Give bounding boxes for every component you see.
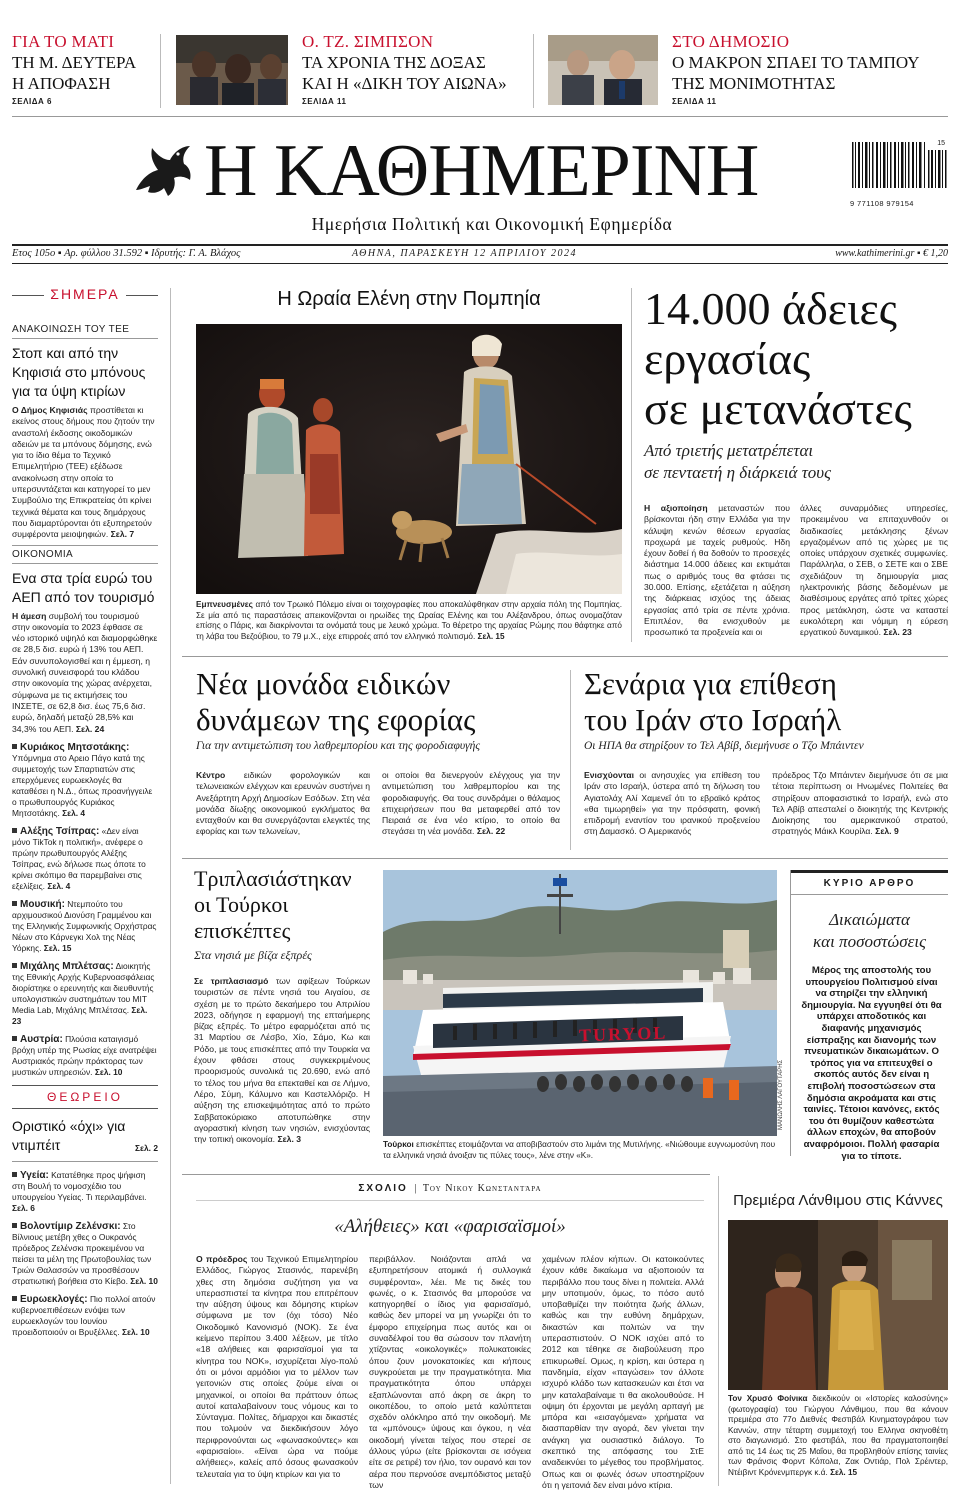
- sidebar-brief-item[interactable]: [12, 961, 158, 1027]
- comment-body-col-1: Ο πρόεδρος του Τεχνικού Επιμελητηρίου Ελλάδος, Γιώργος Στασινός, παρενέβη χθες στη δημόσια συζήτηση για να υπερασπιστεί τα κίνητρα που επιτρέπουν την αύξηση ύψους και δόμησης κτιρίων σύμφωνα με τον (όχι τόσο) Νέο Οικοδομικό Κανονισμό (ΝΟΚ). Σε ένα κείμενο περίπου 3.400 λέξεων, με τίτλο «18 αλήθειες και φαρισαϊσμοί για τα κίνητρα του ΝΟΚ», ισχυρίζεται λίγο-πολύ ότι οι μόνοι αρμόδιοι για το μέλλον των γειτονιών στις οποίες ζούμε είναι οι μηχανικοί, οι οποίοι θα πράττουν όπως αυτοί καταλαβαίνουν τους νόμους και το Σύνταγμα. Πολίτες, δήμαρχοι και δικαστές που τολμούν να διεκδικήσουν λόγο περιφρονούνται ως «φωνασκούντες» και «φαρισαίοι». «Είναι ώρα να πούμε αλήθειες», καλείς από όσους φωνασκούν τελευταία για το ύψη κτιρίων και για το: [196, 1254, 359, 1479]
- editorial-header: ΚΥΡΙΟ ΑΡΘΡΟ: [791, 873, 948, 895]
- cannes-caption: Τον Χρυσό Φοίνικα διεκδικούν οι «Ιστορίες καλοσύνης» (φωτογραφία) του Γιώργου Λάνθιμου, που θα κάνουν πρεμιέρα στο 77ο Διεθνές Φεστιβάλ Κινηματογράφου των Καννών, στην τέταρτη συμμετοχή του Ελληνα σκηνοθέτη στο διαγωνισμό. Στο φεστιβάλ, που θα πραγματοποιηθεί από τις 14 έως τις 25 Μαΐου, θα προβληθούν επίσης ταινίες των Φράνσις Φορντ Κόπολα, Ζακ Οντιάρ, Πολ Σρέιντερ, Ντέιβιντ Κρόνενμπεργκ κ.ά. Σελ. 15: [728, 1394, 948, 1477]
- teaser-1[interactable]: [12, 32, 152, 106]
- pompeii-title[interactable]: Η Ωραία Ελένη στην Πομπηία: [277, 288, 541, 310]
- brief-name: Αυστρία:: [20, 1033, 63, 1045]
- editorial-box[interactable]: [790, 870, 948, 1162]
- sidebar-brief-item[interactable]: [12, 1170, 158, 1214]
- photo-credit: ΜΑΝΩΛΗΣ ΛΑΓΟΥΤΑΡΗΣ: [778, 1059, 784, 1130]
- masthead-title[interactable]: Η ΚΑΘΗΜΕΡΙΝΗ: [204, 130, 759, 212]
- ferry-caption: Τούρκοι επισκέπτες ετοιμάζονται να αποβιβαστούν στο λιμάνι της Μυτιλήνης. «Νιώθουμε ευγνωμοσύνη που τα ελληνικά νησιά άνοιξαν τις πύλες τους», λένε στην «Κ».: [383, 1140, 776, 1160]
- brief-text: Ντεμπούτο του αρχιμουσικού Διονύση Γραμμένου και της Ελληνικής Συμφωνικής Ορχήστρας Νέων στο Κάρνεγκι Χολ της Νέας Υόρκης.: [12, 898, 157, 953]
- simpson-photo: [176, 35, 288, 105]
- sidebar-items: [12, 742, 158, 1078]
- editorial-title-line: Δικαιώματα: [829, 910, 910, 929]
- barcode: [850, 140, 948, 206]
- iran-body-col-2: πρόεδρος Τζο Μπάιντεν διεμήνυσε ότι σε μια τέτοια περίπτωση οι Ηνωμένες Πολιτείες θα στηρίξουν αποφασιστικά το Ισραήλ, ενώ στο Τελ Αβίβ απεσταλεί ο διοικητής της Κεντρικής Διοίκησης του αμερικανικού στρατού, στρατηγός Μάικλ Κουρίλα. Σελ. 9: [772, 770, 948, 837]
- ship-name-label: TURYOL: [578, 1022, 668, 1046]
- editorial-title-line: και ποσοστώσεις: [813, 932, 926, 951]
- brief-text: «Δεν είναι μόνο TikTok η πολιτική», ανέφερε ο πρώην πρωθυπουργός Αλέξης Τσίπρας, ενώ δήλωσε πως όποτε το κρίνει σκόπιμο θα παρεμβαίνει στις εξελίξεις.: [12, 825, 146, 891]
- iran-headline-line: του Ιράν στο Ισραήλ: [584, 702, 842, 737]
- comment-body-col-2: περιβάλλον. Νοιάζονται απλά να εξυπηρετήσουν ατομικά ή συλλογικά συμφέροντα», λέει. Με τις δικές του φωνές, ο κ. Στασινός θα μπορούσε να κατηγορηθεί ο ίδιος για φαρισαϊσμό, καθώς δεν μπορεί να μη γνωρίζει ότι το έμφορο επιχείρημα πως αυτός και οι συναδέλφοί του θα σώσουν τον πλανήτη χτίζοντας «οικολογικές» πολυκατοικίες όπου ζουν μονοκατοικίες και κήπους συγκρούεται με την πραγματικότητα. Μια πραγματικότητα όπου υπάρχει εξαπλώνονται από άκρη σε άκρη το οικοπέδου, το οποίο μετά καλύπτεται σχεδόν ολόκληρο από την οικοδομή. Με τα «μπόνους» ύψους και όγκου, η νέα οικοδομή γίνεται τείχος που στερεί σε άλλους γύρω (είτε βρίσκονται σε ισόγεια είτε σε ρετιρέ) τον ήλιο, τον ουρανό και τον αέρα που περνούσε ανεμπόδιστος μεταξύ των: [369, 1254, 531, 1490]
- tax-subheadline: Για την αντιμετώπιση του λαθρεμπορίου και της φοροδιαφυγής: [196, 740, 481, 752]
- tax-headline-line: Νέα μονάδα ειδικών: [196, 666, 451, 701]
- simpson-thumbnail[interactable]: [176, 35, 288, 105]
- teaser-title-line: ΚΑΙ Η «ΔΙΚΗ ΤΟΥ ΑΙΩΝΑ»: [302, 74, 507, 93]
- square-bullet-icon: [12, 901, 17, 906]
- sidebar-kicker: ΑΝΑΚΟΙΝΩΣΗ ΤΟΥ ΤΕΕ: [12, 324, 130, 335]
- brief-text: Υπόμνημα στο Αρειο Πάγο κατά της συμμετοχής των Σπαρτιατών στις επερχόμενες ευρωεκλογές θα καταθέσει η Ν.Δ., όπως προανήγγειλε ο πρωθυπουργός Κυριάκος Μητσοτάκης.: [12, 752, 153, 818]
- comment-header-row: ΣΧΟΛΙΟ | Του Νικου Κωνσταντάρα: [358, 1183, 542, 1194]
- sidebar-brief-item[interactable]: [12, 899, 158, 954]
- iran-story[interactable]: [584, 666, 948, 752]
- editorial-body: Μέρος της αποστολής του υπουργείου Πολιτισμού είναι να στηρίζει την ελληνική δημιουργία. Να εγγυηθεί ότι θα υπάρχει αποδοτικός και διαφανής μηχανισμός είσπραξης και διανομής των πνευματικών δικαιωμάτων. Ο τρόπος για να επιτευχθεί ο σκοπός αυτός δεν είναι η επιβολή ποσοστώσεων στα δημόσια ακροάματα και στις ταινίες. Τέτοιοι κανόνες, εκτός του ότι θυμίζουν καθεστώτα άλλων εποχών, θα αποβούν αναφρόμοιοι. Πολλή φασαρία για το τίποτε.: [801, 965, 942, 1162]
- tax-body-col-1: Κέντρο ειδικών φορολογικών και τελωνειακών ελέγχων και ερευνών συστήνει η Ανεξάρτητη Αρχή Δημοσίων Εσόδων. Στη νέα μονάδα δίωξης οικονομικού εγκλήματος θα ενταχθούν και θα συνεργάζονται ελεγκτές της εφορίας και των τελωνείων,: [196, 770, 370, 837]
- brief-name: Κυριάκος Μητσοτάκης:: [20, 741, 130, 753]
- lead-body-col-1: Η αξιοποίηση μεταναστών που βρίσκονται ήδη στην Ελλάδα για την κάλυψη κενών θέσεων εργασίας προχωρά με ταχείς ρυθμούς. Ηδη έχουν δοθεί ή θα δοθούν το προσεχές διάστημα 14.000 άδειες και εκτιμάται πως ο αριθμός τους θα φτάσει τις 30.000. Επίσης, εξετάζεται η αύξηση της διάρκειας ισχύος της άδειας εργασίας από τρία σε πέντε χρόνια. Επιπλέον, θα ενισχυθούν με προσωπικό τα προξενεία και οι: [644, 503, 790, 638]
- turks-headline-line: οι Τούρκοι: [194, 892, 289, 917]
- cannes-film-still: [728, 1220, 948, 1390]
- pompeii-fresco-image: [196, 324, 622, 594]
- sidebar-brief-item[interactable]: [12, 826, 158, 892]
- barcode-number: 9 771108 979154: [850, 199, 914, 208]
- lead-subheadline-line: σε πενταετή η διάρκειά τους: [644, 463, 831, 482]
- sidebar-story-body: Η άμεση συμβολή του τουρισμού στην οικονομία το 2023 έφθασε σε νέο ιστορικό υψηλό και διαμορφώθηκε σε 28,5 δισ. ευρώ ή 13% του ΑΕΠ. Εάν συνυπολογισθεί και η έμμεση, η συνολική συνεισφορά του κλάδου στην οικονομία της χώρας ανέρχεται, σύμφωνα με τις εκτιμήσεις του ΙΝΣΕΤΕ, σε 62,8 δισ. έως 75,6 δισ. ευρώ, δηλαδή μεταξύ 28,5% και 34,3% του ΑΕΠ. Σελ. 24: [12, 610, 158, 734]
- lead-headline-line: σε μετανάστες: [644, 383, 912, 434]
- teaser-title-line: ΤΗ Μ. ΔΕΥΤΕΡΑ: [12, 53, 137, 72]
- theory-header: ΘΕΩΡΕΙΟ: [47, 1089, 123, 1104]
- brief-page: Σελ. 4: [62, 807, 86, 818]
- cannes-photo[interactable]: [728, 1220, 948, 1390]
- lead-story[interactable]: [644, 284, 948, 484]
- teaser-title-line: ΤΗΣ ΜΟΝΙΜΟΤΗΤΑΣ: [672, 74, 836, 93]
- griffin-logo: [128, 138, 198, 202]
- brief-text: Πλούσια καταιγισμό βρόχη υπέρ της Ρωσίας είχε ανατρέψει Αυστριακός πρώην πράκτορας των μυστικών υπηρεσιών.: [12, 1033, 157, 1077]
- info-bar-right[interactable]: www.kathimerini.gr ▪ € 1,20: [835, 248, 948, 259]
- teaser-kicker: ΣΤΟ ΔΗΜΟΣΙΟ: [672, 32, 790, 51]
- griffin-icon: [128, 138, 198, 202]
- square-bullet-icon: [12, 1223, 17, 1228]
- teaser-title-line: ΤΑ ΧΡΟΝΙΑ ΤΗΣ ΔΟΞΑΣ: [302, 53, 486, 72]
- sidebar-kicker: ΟΙΚΟΝΟΜΙΑ: [12, 548, 74, 560]
- square-bullet-icon: [12, 963, 17, 968]
- teaser-3[interactable]: [672, 32, 952, 106]
- pompeii-fresco-photo[interactable]: [196, 324, 622, 594]
- turks-subheadline: Στα νησιά με βίζα εξπρές: [194, 948, 312, 962]
- turks-body: Σε τριπλασιασμό των αφίξεων Τούρκων τουριστών σε πέντε νησιά του Αιγαίου, σε σχέση με το πρώτο δεκαήμερο του Απριλίου 2023, οδήγησε η εφαρμογή της επταήμερης βίζας εξπρές. Το μέτρο εφαρμόζεται από τις 31 Μαρτίου σε Λέσβο, Χίο, Σάμο, Κω και Ρόδο, με τους επισκέπτες από την Τουρκία να έχουν φθάσει στους συγκεκριμένους προορισμούς συνολικά τις 20.690, ενώ από το τέλος του μήνα θα επεκταθεί και σε Λήμνο, Λέρο, Σύμη, Κάλυμνο και Καστελλόριζο. Η αύξηση της επισκεψιμότητας από το πρώτο Σαββατοκύριακο αποτυπώθηκε στην αγοραστική κίνηση των νησιών, ενισχύοντας την τοπική οικονομία. Σελ. 3: [194, 976, 370, 1145]
- tax-body-col-2: οι οποίοι θα διενεργούν ελέγχους για την αντιμετώπιση του λαθρεμπορίου και της φοροδιαφυγής. Θα τους συνδράμει ο θάλαμος επιχειρήσεων που θα μεταφερθεί από τον Πειραιά σε ένα νέο κτίριο, το οποίο θα στεγάσει τη νέα μονάδα. Σελ. 22: [382, 770, 560, 837]
- barcode-issue: 15: [937, 140, 945, 147]
- sidebar-story-title[interactable]: Ενα στα τρία ευρώ του ΑΕΠ από τον τουρισμό: [12, 569, 155, 605]
- turks-story[interactable]: [194, 866, 374, 963]
- brief-page: Σελ. 15: [43, 942, 72, 953]
- teaser-page: ΣΕΛΙΔΑ 11: [672, 97, 717, 106]
- info-bar-date: ΑΘΗΝΑ, ΠΑΡΑΣΚΕΥΗ 12 ΑΠΡΙΛΙΟΥ 2024: [352, 248, 577, 259]
- lead-subheadline-line: Από τριετής μετατρέπεται: [644, 441, 814, 460]
- tax-headline-line: δυνάμεων της εφορίας: [196, 702, 476, 737]
- comment-author: Του Νικου Κωνσταντάρα: [422, 1183, 542, 1194]
- turks-headline-line: Τριπλασιάστηκαν: [194, 866, 352, 891]
- sidebar-brief-item[interactable]: [12, 742, 158, 819]
- teaser-2[interactable]: [302, 32, 522, 106]
- teaser-title-line: Ο ΜΑΚΡΟΝ ΣΠΑΕΙ ΤΟ ΤΑΜΠΟΥ: [672, 53, 920, 72]
- macron-thumbnail[interactable]: [548, 35, 658, 105]
- brief-name: Μουσική:: [20, 898, 65, 910]
- sidebar-brief-item[interactable]: [12, 1221, 158, 1287]
- brief-name: Μιχάλης Μπλέτσας:: [20, 960, 114, 972]
- ferry-image: [383, 870, 777, 1136]
- comment-header: ΣΧΟΛΙΟ: [358, 1183, 408, 1194]
- sidebar-brief-item[interactable]: [12, 1294, 158, 1338]
- brief-page: Σελ. 23: [12, 1004, 148, 1026]
- comment-body-col-3: χαμένων πλέον κήπων. Οι κατοικούντες έχουν κάθε δικαίωμα να αξιοποιούν τα περιβάλλο που τους δίνει η πολιτεία. Αλλά μην υποτιμούν, όμως, το πόσο αυτό υποβαθμίζει την ποιότητα ζωής άλλων, καθώς και την ευθύνη δημάρχων, δικαστών και πολιτών να την υπερασπιστούν. Ο ΝΟΚ ισχύει από το 2012 και τέθηκε σε διαβούλευση προ επικυρωθεί. Ομως, η κρίση, και ύστερα η πανδημία, είχαν «παγώσει» τον άλλοτε ισχυρό κλάδο των κατασκευών και έτσι να μην καταλαβαίναμε τι θα ακολουθούσε. Η οψιμη ότι έρχονται με μεγάλη αρπαγή με μπόρα και «εισαγόμενα» χρήματα να διασπαρθίαν την αγορά, δεν γίνεται την ανάγκη για ουσιαστικό διάλογο. Το σκεπτικό της απόφασης του ΣτΕ αναδεικνύει το μέγεθος του προβλήματος. Οπως και οι φωνές όσων υποστηρίζουν ότι η γειτονιά δεν είναι μόνο κτίρια.: [542, 1254, 704, 1490]
- brief-page: Σελ. 10: [121, 1326, 150, 1337]
- brief-text: Κατατέθηκε προς ψήφιση στη Βουλή το νομοσχέδιο του υπουργείου Υγείας. Τι περιλαμβάνει.: [12, 1169, 147, 1202]
- lead-body-col-2: άλλες συναρμόδιες υπηρεσίες, προκειμένου να επιταχυνθούν οι διαδικασίες μετάκλησης ξένων εργαζομένων από τις χώρες με τις οποίες υπάρχουν σχετικές συμφωνίες. Παράλληλα, ο ΣΕΒ, ο ΣΕΤΕ και ο ΣΒΕ σχεδιάζουν τη δημιουργία μιας ηλεκτρονικής βάσης δεδομένων με διαθέσιμους εργάτες από τρίτες χώρες προς μετάκληση, ώστε να καταστεί ευκολότερη και νόμιμη η εύρεση εργατικού δυναμικού. Σελ. 23: [800, 503, 948, 638]
- turks-headline-line: επισκέπτες: [194, 918, 291, 943]
- brief-page: Σελ. 6: [12, 1202, 35, 1213]
- teaser-page: ΣΕΛΙΔΑ 11: [302, 97, 347, 106]
- ferry-photo[interactable]: [383, 870, 777, 1136]
- lead-headline-line: 14.000 άδειες: [644, 283, 897, 334]
- brief-name: Ευρωεκλογές:: [20, 1293, 88, 1305]
- cannes-title[interactable]: Πρεμιέρα Λάνθιμου στις Κάννες: [733, 1192, 943, 1209]
- square-bullet-icon: [12, 744, 17, 749]
- square-bullet-icon: [12, 828, 17, 833]
- comment-title[interactable]: «Αλήθειες» και «φαρισαϊσμοί»: [334, 1216, 566, 1237]
- brief-text: Πιο πολλοί αιτούν κυβερνοεπιθέσεων ενόψει των ευρωεκλογών του Ιουνίου προειδοποιούν οι Βρυξέλλες.: [12, 1293, 156, 1337]
- brief-name: Υγεία:: [20, 1169, 49, 1181]
- square-bullet-icon: [12, 1172, 17, 1177]
- brief-name: Βολοντίμιρ Ζελένσκι:: [20, 1220, 121, 1232]
- square-bullet-icon: [12, 1296, 17, 1301]
- brief-page: Σελ. 10: [130, 1275, 158, 1286]
- teaser-title-line: Η ΑΠΟΦΑΣΗ: [12, 74, 111, 93]
- lead-headline-line: εργασίας: [644, 333, 811, 384]
- sidebar-story-body: Ο Δήμος Κηφισιάς προστίθεται κι εκείνος στους δήμους που ζητούν την αναστολή έκδοσης οικοδομικών αδειών με τα μπόνους δόμησης, ενώ για το ίδιο θέμα το Τεχνικό Επιμελητήριο (ΤΕΕ) εξέδωσε ανακοίνωση στην οποία το υπερσυντάζεται και κατηγορεί το μεν Συμβούλιο της Επικρατείας ότι κρίνει τεχνικά θέματα και τους δημάρχους που διαμαρτύρονται ότι εξυπηρετούν συμφέροντα μειοψηφιών. Σελ. 7: [12, 405, 155, 540]
- macron-photo: [548, 35, 658, 105]
- iran-body-col-1: Ενισχύονται οι ανησυχίες για επίθεση του Ιράν στο Ισραήλ, ύστερα από τη δήλωση του Αγιατολάχ Αλί Χαμενεΐ ότι το εβραϊκό κράτος «θα τιμωρηθεί» για την πρόσφατη, φονική επιδρομή εναντίον του ιρανικού προξενείου στη Δαμασκό. Ο Αμερικανός: [584, 770, 760, 837]
- teaser-kicker: Ο. ΤΖ. ΣΙΜΠΣΟΝ: [302, 32, 434, 51]
- square-bullet-icon: [12, 1036, 17, 1041]
- sidebar: [12, 286, 158, 1345]
- theory-page: Σελ. 2: [135, 1142, 158, 1153]
- brief-name: Αλέξης Τσίπρας:: [20, 825, 100, 837]
- brief-page: Σελ. 4: [47, 880, 71, 891]
- teaser-kicker: ΓΙΑ ΤΟ ΜΑΤΙ: [12, 32, 115, 51]
- iran-headline-line: Σενάρια για επίθεση: [584, 666, 837, 701]
- brief-page: Σελ. 10: [94, 1066, 123, 1077]
- brief-text: Στο Βίλνιους μετέβη χθες ο Ουκρανός πρόεδρος Ζελένσκι προκειμένου να πείσει τα μέλη της Πρωτοβουλίας των Τριών Θαλασσών να προσθέσουν στρατιωτική βοήθεια στο Κίεβο.: [12, 1220, 152, 1286]
- theory-title[interactable]: Οριστικό «όχι» για ντιμπέιτ: [12, 1117, 126, 1153]
- masthead-subtitle: Ημερήσια Πολιτική και Οικονομική Εφημερίδα: [311, 214, 673, 234]
- teaser-page: ΣΕΛΙΔΑ 6: [12, 97, 52, 106]
- info-bar-left: Ετος 105ο ▪ Αρ. φύλλου 31.592 ▪ Ιδρυτής: Γ. Α. Βλάχος: [12, 248, 241, 259]
- iran-subheadline: Οι ΗΠΑ θα στηρίξουν το Τελ Αβίβ, διεμήνυσε ο Τζο Μπάιντεν: [584, 740, 864, 752]
- brief-text: Διοικητής της Εθνικής Αρχής Κυβερνοασφάλειας διορίστηκε ο ερευνητής και διευθυντής υπολογιστικών συστημάτων του MIT Media Lab, Μιχάλης Μπλέτσας.: [12, 960, 155, 1015]
- sidebar-brief-item[interactable]: [12, 1034, 158, 1078]
- sidebar-items-2: [12, 1170, 158, 1338]
- sidebar-story-title[interactable]: Στοπ και από την Κηφισιά στο μπόνους για τα ύψη κτιρίων: [12, 345, 146, 399]
- tax-story[interactable]: [196, 666, 566, 752]
- sidebar-header: ΣΗΜΕΡΑ: [44, 286, 125, 302]
- pompeii-caption: Εμπνευσμένες από τον Τρωικό Πόλεμο είναι οι τοιχογραφίες που αποκαλύφθηκαν στην αρχαία πόλη της Πομπηίας. Σε μία από τις παραστάσεις απεικονίζονται οι ηρωίδες της Ωραίας Ελένης και του Αλέξανδρου, όπως ονομαζόταν επίσης ο Πάρις, και διακρίνονται τα ονόματά τους με λευκό χρώμα. Το θέρετρο της αρχαίας Ρώμης που θάφτηκε από τη λάβα του Βεζούβιου, το 79 μ.Χ., είχε επιρροές από τον ελληνικό πολιτισμό. Σελ. 15: [196, 600, 622, 641]
- barcode-icon: [850, 140, 948, 196]
